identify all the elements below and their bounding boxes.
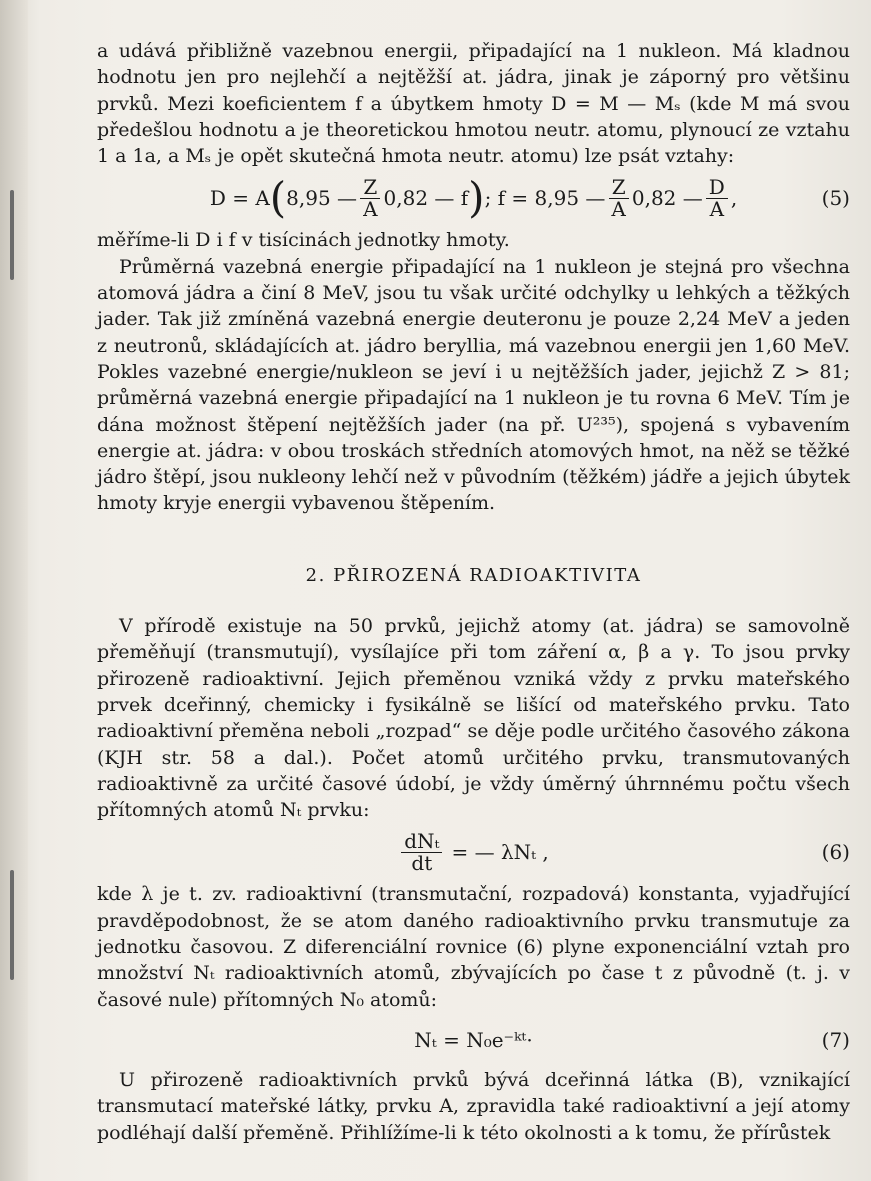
eq5-inner-b: 0,82 — f <box>383 186 469 211</box>
eq7-number: (7) <box>821 1027 850 1052</box>
paragraph-4: kde λ je t. zv. radioaktivní (transmutační, rozpadová) konstanta, vyjadřující pravděpodobnost, že se atom daného radioaktivního prvku transmutuje za jednotku časovou. Z diferenciální rovnice (6) plyne exponenciální vztah pro množství Nₜ radioaktivních atomů, zbývajících po čase t z původně (t. j. v časové nule) přítomných N₀ atomů: <box>97 883 850 1011</box>
eq6-frac-num: dNₜ <box>401 831 442 853</box>
eq5-inner-a: 8,95 — <box>286 186 358 211</box>
eq5-number: (5) <box>821 186 850 211</box>
eq6-number: (6) <box>821 840 850 865</box>
eq5-frac-2-num: Z <box>609 177 629 199</box>
eq5-frac-3 <box>706 174 728 221</box>
equation-5 <box>97 169 850 227</box>
paragraph-3: V přírodě existuje na 50 prvků, jejichž atomy (at. jádra) se samovolně přeměňují (transmutují), vysílajíce při tom záření α, β a γ. To jsou prvky přirozeně radioaktivní. Jejich přeměnou vzniká vždy z prvku mateřského prvek dceřinný, chemicky i fysikálně se lišící od mateřského prvku. Tato radioaktivní přeměna neboli „rozpad“ se děje podle určitého časového zákona (KJH str. 58 a dal.). Počet atomů určitého prvku, transmutovaných radioaktivně za určité časové údobí, je vždy úměrný úhrnnému počtu všech přítomných atomů Nₜ prvku: <box>97 615 850 822</box>
paragraph-2: Průměrná vazebná energie připadající na 1 nukleon je stejná pro všechna atomová jádra a činí 8 MeV, jsou tu však určité odchylky u lehkých a těžkých jader. Tak již zmíněná vazebná energie deuteronu je pouze 2,24 MeV a jeden z neutronů, skládajících at. jádro beryllia, má vazebnou energii jen 1,60 MeV. Pokles vazebné energie/nukleon se jeví i u nejtěžších jader, jejichž Z > 81; průměrná vazebná energie připadající na 1 nukleon je tu rovna 6 MeV. Tím je dána možnost štěpení nejtěžších jader (na př. U²³⁵), spojená s vybavením energie at. jádra: v obou troskách středních atomových hmot, na něž se těžké jádro štěpí, jsou nukleony lehčí než v původním (těžkém) jádře a jejich úbytek hmoty kryje energii vybavenou štěpením. <box>97 255 850 515</box>
staple-bottom <box>10 870 14 980</box>
eq6-rhs: = — λNₜ , <box>451 840 549 865</box>
text-column <box>97 38 850 1146</box>
section-heading: 2. PŘIROZENÁ RADIOAKTIVITA <box>305 564 642 586</box>
eq5-lhs: D = A <box>209 186 270 211</box>
eq6-frac <box>401 828 442 875</box>
equation-6 <box>97 823 850 881</box>
eq5-frac-1 <box>360 174 380 221</box>
eq5-open-paren: ( <box>269 173 287 223</box>
eq5-tail: , <box>730 186 738 211</box>
eq6-frac-den: dt <box>411 850 433 875</box>
eq5-frac-2-den: A <box>611 196 626 221</box>
eq5-mid: 0,82 — <box>631 186 703 211</box>
eq5-frac-2 <box>608 174 628 221</box>
binding-edge <box>0 0 28 1181</box>
paragraph-1: a udává přibližně vazebnou energii, připadající na 1 nukleon. Má kladnou hodnotu jen pro nejlehčí a nejtěžší at. jádra, jinak je záporný pro většinu prvků. Mezi koeficientem f a úbytkem hmoty D = M — Mₛ (kde M má svou předešlou hodnotu a je theoretickou hmotou neutr. atomu, plynoucí ze vztahu 1 a 1a, a Mₛ je opět skutečná hmota neutr. atomu) lze psát vztahy: <box>97 40 850 168</box>
eq7-expr: Nₜ = N₀e⁻ᵏᵗ· <box>414 1027 533 1052</box>
paragraph-5: U přirozeně radioaktivních prvků bývá dceřinná látka (B), vznikající transmutací mateřské látky, prvku A, zpravidla také radioaktivní a její atomy podléhají další přeměně. Přihlížíme-li k této okolnosti a k tomu, že přírůstek <box>97 1068 850 1144</box>
eq5-sep: ; f = 8,95 — <box>484 186 606 211</box>
eq5-frac-1-num: Z <box>360 177 380 199</box>
eq5-frac-3-num: D <box>706 177 728 199</box>
line-after-eq5: měříme-li D i f v tisícinách jednotky hmoty. <box>97 229 510 252</box>
eq5-close-paren: ) <box>468 173 485 223</box>
eq5-frac-1-den: A <box>363 196 378 221</box>
eq5-frac-3-den: A <box>709 196 725 221</box>
equation-7 <box>97 1013 850 1067</box>
staple-top <box>10 190 14 280</box>
